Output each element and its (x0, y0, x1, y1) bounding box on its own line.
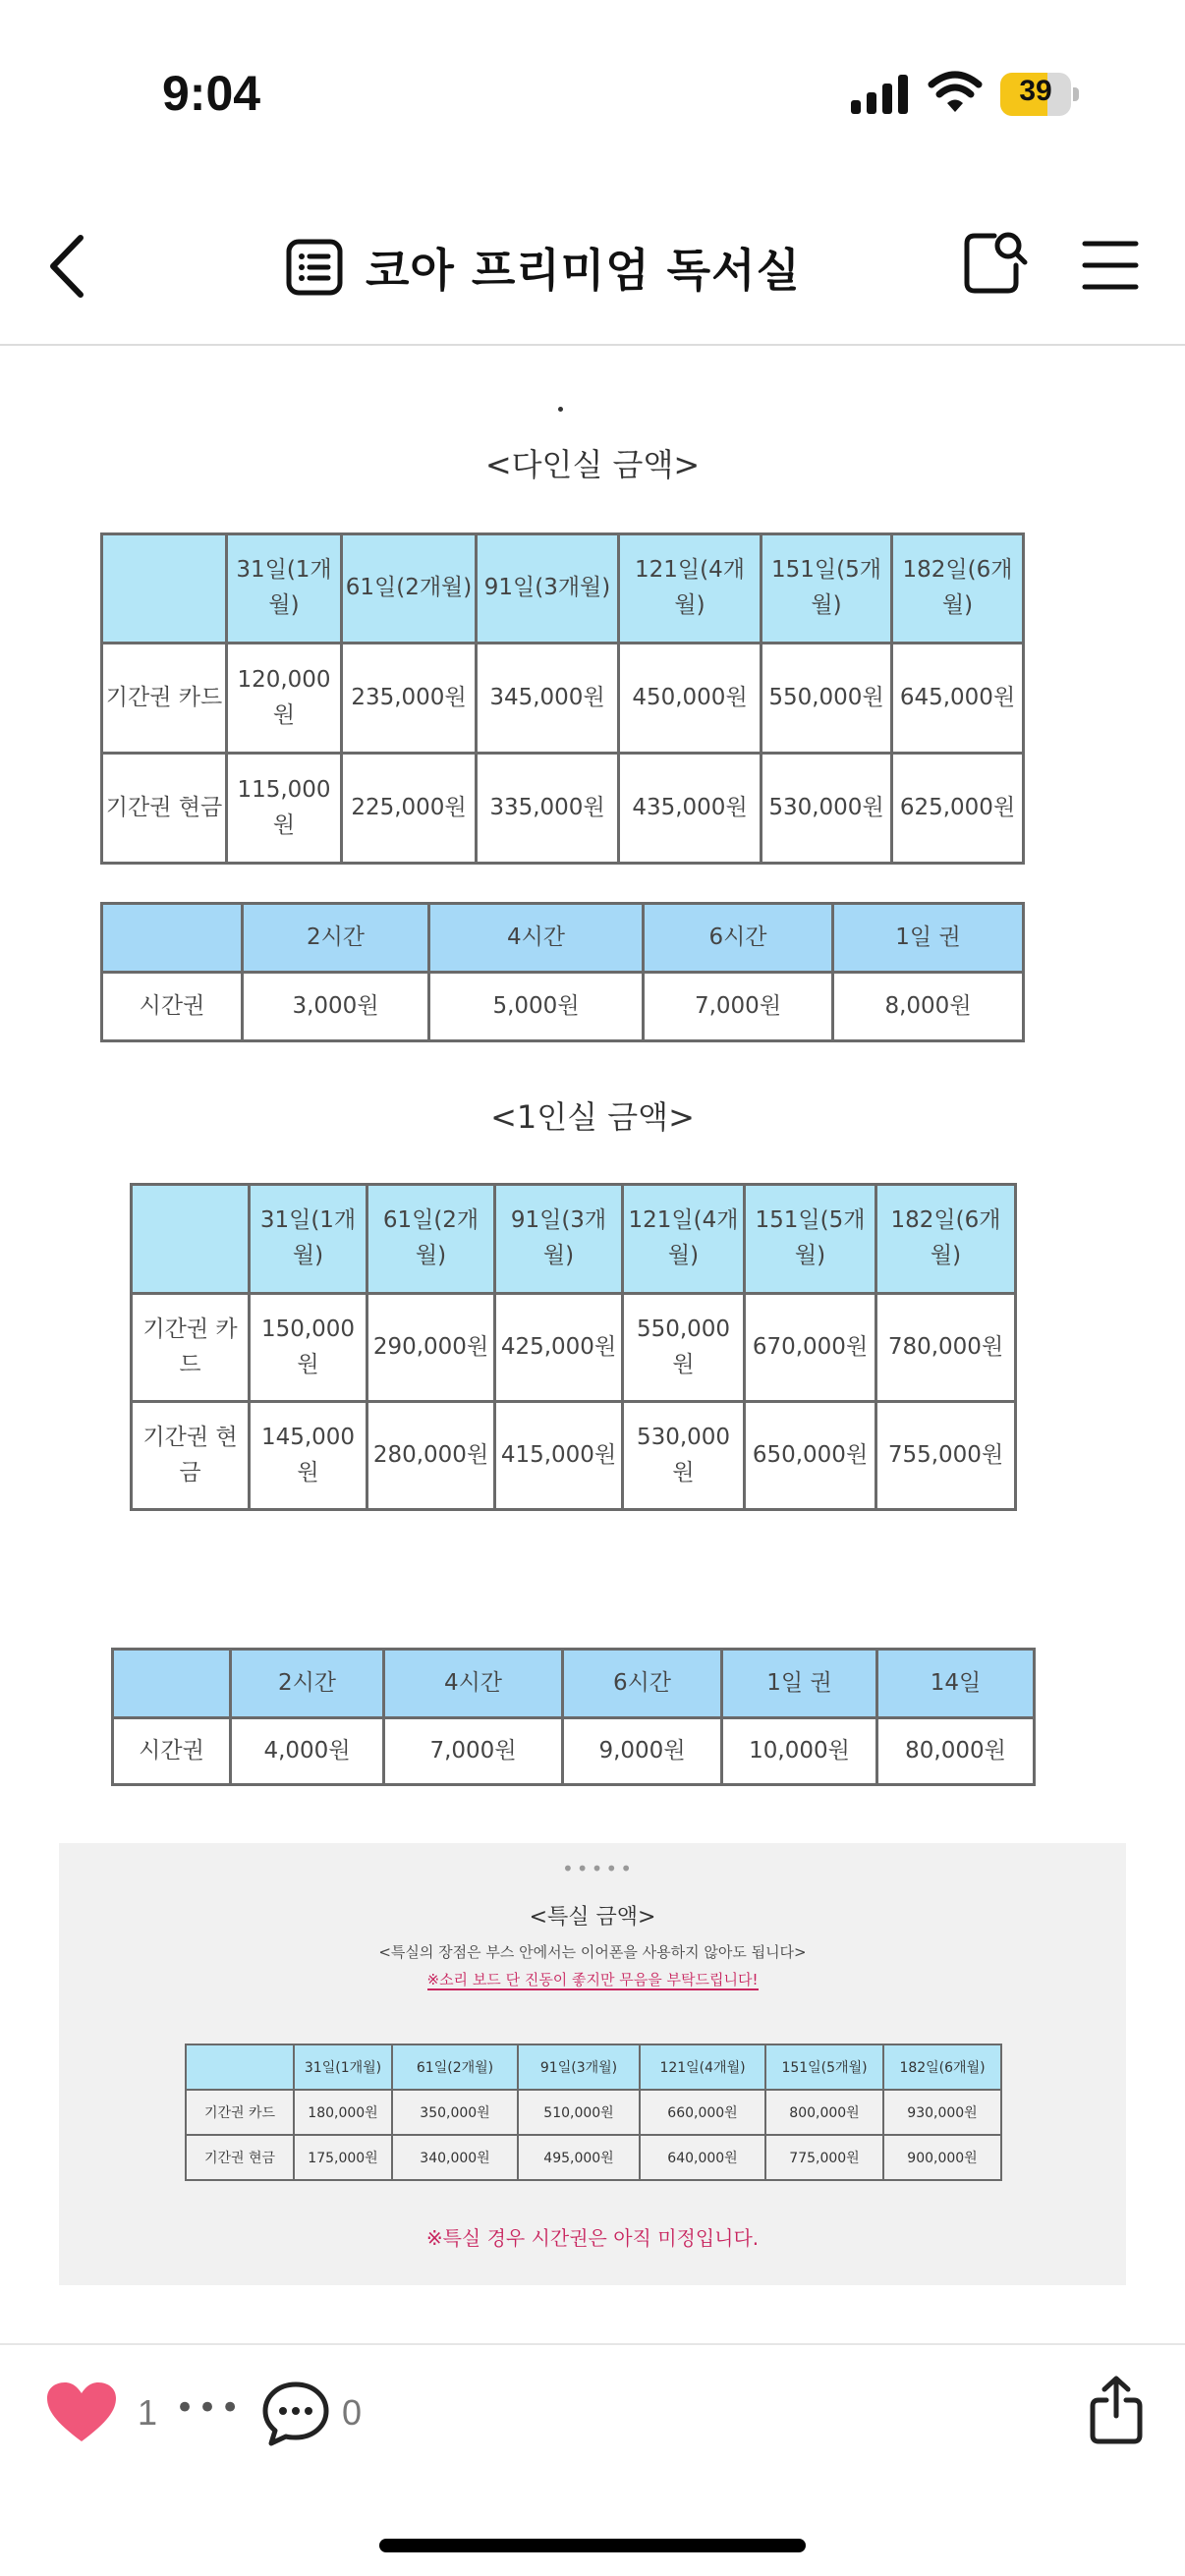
table-cell: 기간권 현금 (186, 2135, 294, 2180)
signal-icon (851, 75, 914, 114)
table-header-cell: 4시간 (429, 904, 644, 973)
table-cell: 시간권 (113, 1718, 231, 1785)
table-cell: 645,000원 (892, 644, 1024, 754)
table-header-cell: 121일(4개월) (623, 1185, 745, 1294)
status-time: 9:04 (162, 66, 261, 121)
table-header-cell: 1일 권 (833, 904, 1024, 973)
table-header-cell: 1일 권 (722, 1650, 877, 1718)
table-header-cell: 91일(3개월) (495, 1185, 623, 1294)
table-cell: 기간권 카드 (186, 2090, 294, 2135)
list-icon (285, 238, 344, 297)
table-header-cell (113, 1650, 231, 1718)
table-cell: 425,000원 (495, 1294, 623, 1402)
table-row (102, 754, 1024, 864)
table-cell: 8,000원 (833, 973, 1024, 1041)
table-cell: 450,000원 (619, 644, 762, 754)
table-cell: 530,000원 (762, 754, 892, 864)
like-count: 1 (138, 2392, 158, 2433)
table-header-cell: 182일(6개월) (892, 534, 1024, 644)
table-header-cell: 151일(5개월) (745, 1185, 876, 1294)
table-header-row (102, 904, 1024, 973)
table-cell: 550,000원 (623, 1294, 745, 1402)
table-header-cell (102, 904, 243, 973)
wifi-icon (928, 71, 983, 114)
table-cell: 640,000원 (640, 2135, 765, 2180)
table-header-cell (132, 1185, 250, 1294)
special-room-subtitle: <특실의 장점은 부스 안에서는 이어폰을 사용하지 않아도 됩니다> (378, 1943, 807, 1961)
table-header-cell: 91일(3개월) (477, 534, 619, 644)
special-room-section (59, 1843, 1126, 2285)
back-icon[interactable] (43, 232, 92, 301)
table-cell: 335,000원 (477, 754, 619, 864)
table-cell: 기간권 현금 (102, 754, 227, 864)
status-bar (0, 0, 1185, 187)
table-header-cell: 31일(1개월) (294, 2044, 392, 2090)
table-cell: 775,000원 (765, 2135, 883, 2180)
table-cell: 120,000원 (227, 644, 342, 754)
search-icon[interactable] (959, 226, 1030, 301)
table-cell: 기간권 현금 (132, 1402, 250, 1510)
table-header-cell: 6시간 (644, 904, 833, 973)
drag-handle-icon: ••••• (562, 1857, 635, 1880)
table-cell: 650,000원 (745, 1402, 876, 1510)
table-cell: 7,000원 (384, 1718, 563, 1785)
table-cell: 670,000원 (745, 1294, 876, 1402)
special-room-warning (59, 1969, 1126, 1989)
decorative-dot (558, 407, 563, 412)
table-header-cell: 31일(1개월) (250, 1185, 367, 1294)
table-header-cell: 151일(5개월) (762, 534, 892, 644)
table-header-cell: 61일(2개월) (342, 534, 477, 644)
table-header-cell: 6시간 (563, 1650, 722, 1718)
table-header-cell: 182일(6개월) (883, 2044, 1001, 2090)
table-cell: 510,000원 (518, 2090, 640, 2135)
bottom-action-bar (0, 2343, 1185, 2463)
menu-icon[interactable] (1081, 238, 1140, 293)
table-cell: 180,000원 (294, 2090, 392, 2135)
table-cell: 625,000원 (892, 754, 1024, 864)
battery-level: 39 (1019, 75, 1052, 107)
heart-icon[interactable] (45, 2380, 118, 2445)
table-cell: 495,000원 (518, 2135, 640, 2180)
table-cell: 시간권 (102, 973, 243, 1041)
table-cell: 415,000원 (495, 1402, 623, 1510)
post-content (0, 346, 1185, 2306)
table-cell: 930,000원 (883, 2090, 1001, 2135)
comment-count: 0 (342, 2392, 363, 2433)
table-row (186, 2135, 1001, 2180)
table-cell: 기간권 카드 (132, 1294, 250, 1402)
table-cell: 175,000원 (294, 2135, 392, 2180)
table-header-cell: 61일(2개월) (392, 2044, 518, 2090)
table-header-cell: 4시간 (384, 1650, 563, 1718)
table-header-cell: 31일(1개월) (227, 534, 342, 644)
multi-room-heading: <다인실 금액> (484, 446, 701, 483)
table-cell: 기간권 카드 (102, 644, 227, 754)
table-row (132, 1294, 1016, 1402)
table-header-cell: 61일(2개월) (367, 1185, 495, 1294)
table-cell: 280,000원 (367, 1402, 495, 1510)
table-header-cell: 2시간 (243, 904, 429, 973)
table-cell: 225,000원 (342, 754, 477, 864)
special-room-warning-text: ※소리 보드 단 진동이 좋지만 무음을 부탁드립니다! (426, 1971, 759, 1988)
comment-icon[interactable] (261, 2380, 330, 2447)
multi-period-table (100, 532, 1025, 865)
table-cell: 290,000원 (367, 1294, 495, 1402)
table-cell: 530,000원 (623, 1402, 745, 1510)
more-options-icon[interactable]: ••• (175, 2388, 244, 2428)
page-title: 코아 프리미엄 독서실 (366, 244, 801, 297)
table-cell: 780,000원 (876, 1294, 1016, 1402)
nav-bar (0, 196, 1185, 346)
special-room-heading: <특실 금액> (529, 1905, 656, 1930)
table-cell: 800,000원 (765, 2090, 883, 2135)
table-cell: 9,000원 (563, 1718, 722, 1785)
table-row (132, 1402, 1016, 1510)
table-header-cell: 2시간 (231, 1650, 384, 1718)
table-header-row (113, 1650, 1035, 1718)
table-header-cell: 121일(4개월) (640, 2044, 765, 2090)
table-header-cell (186, 2044, 294, 2090)
single-room-heading: <1인실 금액> (490, 1098, 695, 1136)
table-header-cell: 151일(5개월) (765, 2044, 883, 2090)
table-cell: 7,000원 (644, 973, 833, 1041)
multi-hourly-table (100, 902, 1025, 1042)
table-header-cell: 182일(6개월) (876, 1185, 1016, 1294)
table-header-cell: 121일(4개월) (619, 534, 762, 644)
table-cell: 900,000원 (883, 2135, 1001, 2180)
home-indicator[interactable] (379, 2539, 806, 2552)
table-cell: 4,000원 (231, 1718, 384, 1785)
single-hourly-table (111, 1648, 1036, 1786)
special-period-table (185, 2044, 1002, 2181)
table-cell: 350,000원 (392, 2090, 518, 2135)
table-row (102, 973, 1024, 1041)
battery-indicator (1000, 73, 1079, 116)
table-cell: 340,000원 (392, 2135, 518, 2180)
nav-title-group (285, 228, 801, 307)
special-room-note: ※특실 경우 시간권은 아직 미정입니다. (425, 2226, 760, 2250)
table-header-cell (102, 534, 227, 644)
share-icon[interactable] (1087, 2375, 1146, 2445)
table-header-row (186, 2044, 1001, 2090)
table-cell: 10,000원 (722, 1718, 877, 1785)
table-cell: 3,000원 (243, 973, 429, 1041)
table-row (186, 2090, 1001, 2135)
table-row (113, 1718, 1035, 1785)
table-cell: 145,000원 (250, 1402, 367, 1510)
table-cell: 755,000원 (876, 1402, 1016, 1510)
table-cell: 345,000원 (477, 644, 619, 754)
table-cell: 5,000원 (429, 973, 644, 1041)
table-cell: 660,000원 (640, 2090, 765, 2135)
table-cell: 115,000원 (227, 754, 342, 864)
table-header-cell: 91일(3개월) (518, 2044, 640, 2090)
single-period-table (130, 1183, 1017, 1511)
table-cell: 80,000원 (877, 1718, 1035, 1785)
table-header-cell: 14일 (877, 1650, 1035, 1718)
table-cell: 435,000원 (619, 754, 762, 864)
table-header-row (102, 534, 1024, 644)
table-cell: 550,000원 (762, 644, 892, 754)
table-cell: 150,000원 (250, 1294, 367, 1402)
table-row (102, 644, 1024, 754)
table-header-row (132, 1185, 1016, 1294)
table-cell: 235,000원 (342, 644, 477, 754)
